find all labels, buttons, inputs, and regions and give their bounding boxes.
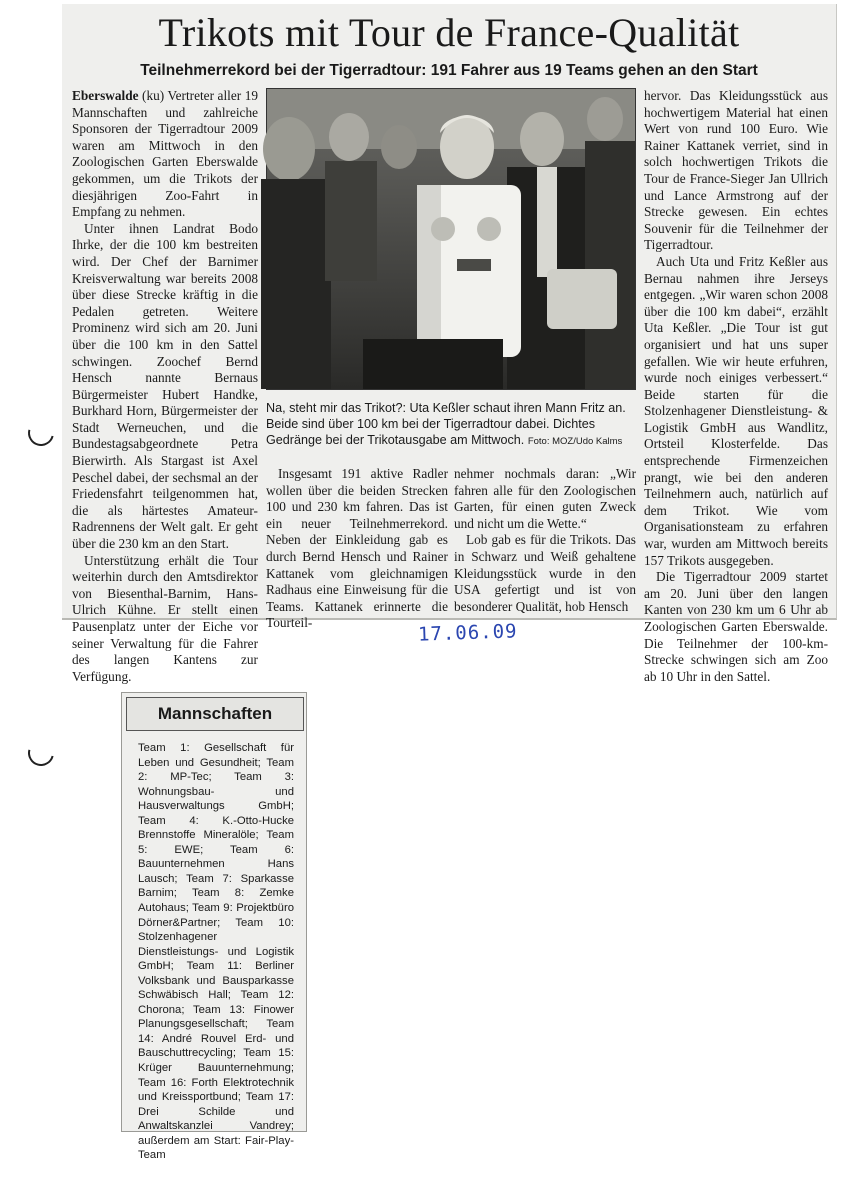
paragraph: Unter ihnen Landrat Bodo Ihrke, der die 100 km bestreiten wird. Der Chef der Barnimer Kreisverwaltung war bereits 2008 über diese Strecke kräftig in die Pedalen getreten. Weitere Prominenz wird sich am 20. Juni über die 100 km in den Sattel schwingen. Zoochef Bernd Hensch nannte Bernaus Bürgermeister Hubert Handke, Burkhard Horn, Bürgermeister der Stadt Werneuchen, und die Bundestagsabgeordnete Petra Bierwirth. Als Stargast ist Axel Peschel dabei, der sechsmal an der Friedensfahrt teilgenommen hat, die als härtestes Amateur-Radrennens der Welt galt. Er geht über die 230 km an den Start. xyxy=(72,220,258,552)
punch-hole-mark xyxy=(23,415,59,451)
handwritten-date: 17.06.09 xyxy=(417,620,518,646)
teams-box xyxy=(121,692,307,1162)
subheadline: Teilnehmerrekord bei der Tigerradtour: 191 Fahrer aus 19 Teams gehen an den Start xyxy=(140,62,758,79)
teams-box-title: Mannschaften xyxy=(126,697,304,731)
article-column-4 xyxy=(644,88,828,685)
article-column-3 xyxy=(454,466,636,615)
paragraph: Unterstützung erhält die Tour weiterhin durch den Amtsdirektor von Biesenthal-Barnim, Hans-Ulrich Kühne. Er stellt einen Pausenplatz unter der Eiche vor seiner Verwaltung für die Fahrer des langen Kantens zur Verfügung. xyxy=(72,552,258,684)
teams-list: Team 1: Gesellschaft für Leben und Gesundheit; Team 2: MP-Tec; Team 3: Wohnungsbau- und Hausverwaltungs GmbH; Team 4: K.-Otto-Hucke Brennstoffe Mineralöle; Team 5: EWE; Team 6: Bauunternehmen Hans Lausch; Team 7: Sparkasse Barnim; Team 8: Zemke Autohaus; Team 9: Projektbüro Dörner&Partner; Team 10: Stolzenhagener Dienstleistungs- und Logistik GmbH; Team 11: Berliner Volksbank und Bausparkasse Schwäbisch Hall; Team 12: Chorona; Team 13: Finower Planungsgesellschaft; Team 14: André Rouvel Erd- und Bauschuttrecycling; Team 15: Krüger Bauunternehmung; Team 16: Forth Elektrotechnik und Kreissportbund; Team 17: Drei Schilde und Anwaltskanzlei Vandrey; außerdem am Start: Fair-Play-Team xyxy=(138,742,294,1162)
paragraph: hervor. Das Kleidungsstück aus hochwertigem Material hat einen Wert von rund 100 Euro. Wie Rainer Kattanek verriet, sind in solch hochwertigen Trikots die Tour de France-Sieger Jan Ullrich und Lance Armstrong auf der Strecke gewesen. Ein echtes Souvenir für die Teilnehmer der Tigerradtour. xyxy=(644,88,828,253)
photo-crowd-image xyxy=(267,89,635,389)
paragraph: nehmer nochmals daran: „Wir fahren alle für den Zoologischen Garten, für einen guten Zweck und nicht um die Wette.“ xyxy=(454,466,636,531)
paragraph: Die Tigerradtour 2009 startet am 20. Juni über den langen Kanten von 230 km um 6 Uhr ab Zoologischen Garten Eberswalde. Die Teilnehmer der 100-km-Strecke schwingen sich am Zoo ab 10 Uhr in den Sattel. xyxy=(644,569,828,684)
headline: Trikots mit Tour de France-Qualität xyxy=(158,10,740,55)
paragraph: Lob gab es für die Trikots. Das in Schwarz und Weiß gehaltene Kleidungsstück wurde in den USA gefertigt und ist von besonderer Qualität, hob Hensch xyxy=(454,532,636,614)
dateline: Eberswalde xyxy=(72,88,139,103)
photo-caption: Na, steht mir das Trikot?: Uta Keßler schaut ihren Mann Fritz an. Beide sind über 100 km bei der Tigerradtour dabei. Dichtes Gedränge bei der Trikotausgabe am Mittwoch. Foto: MOZ/Udo Kalms xyxy=(266,401,626,447)
paragraph: Insgesamt 191 aktive Radler wollen über die beiden Strecken 100 und 230 km fahren. Das ist ein neuer Teilnehmerrekord. Neben der Einkleidung gab es durch Bernd Hensch und Rainer Kattanek vom gleichnamigen Radhaus eine Einweisung für die Teams. Kattanek erinnerte die Tourteil- xyxy=(266,466,448,631)
article-column-1 xyxy=(72,88,258,685)
photo-credit: Foto: MOZ/Udo Kalms xyxy=(527,436,623,447)
punch-hole-mark xyxy=(23,735,59,771)
paragraph: Eberswalde (ku) Vertreter aller 19 Mannschaften und zahlreiche Sponsoren der Tigerradtour 2009 waren am Mittwoch in den Zoologischen Garten Eberswalde gekommen, um die Trikots der diesjährigen Zoo-Fahrt in Empfang zu nehmen. xyxy=(72,88,258,220)
article-photo xyxy=(266,88,636,390)
article-column-2 xyxy=(266,466,448,632)
paragraph: Auch Uta und Fritz Keßler aus Bernau nahmen ihre Jerseys entgegen. „Wir waren schon 2008 über die 100 km dabei“, erzählt Uta Keßler. „Die Tour ist gut organisiert und hat uns super gefallen. Wie wir heute erfuhren, wurde noch einiges verbessert.“ Beide starten für die Stolzenhagener Dienstleistung- & Logistik GmbH aus Wandlitz, Ortsteil Klosterfelde. Das entsprechende Firmenzeichen prangt, wie bei den anderen Teilnehmern auch, natürlich auf dem Trikot. Wie vom Organisationsteam zu erfahren war, wurden am Mittwoch bereits 157 Trikots ausgegeben. xyxy=(644,253,828,568)
